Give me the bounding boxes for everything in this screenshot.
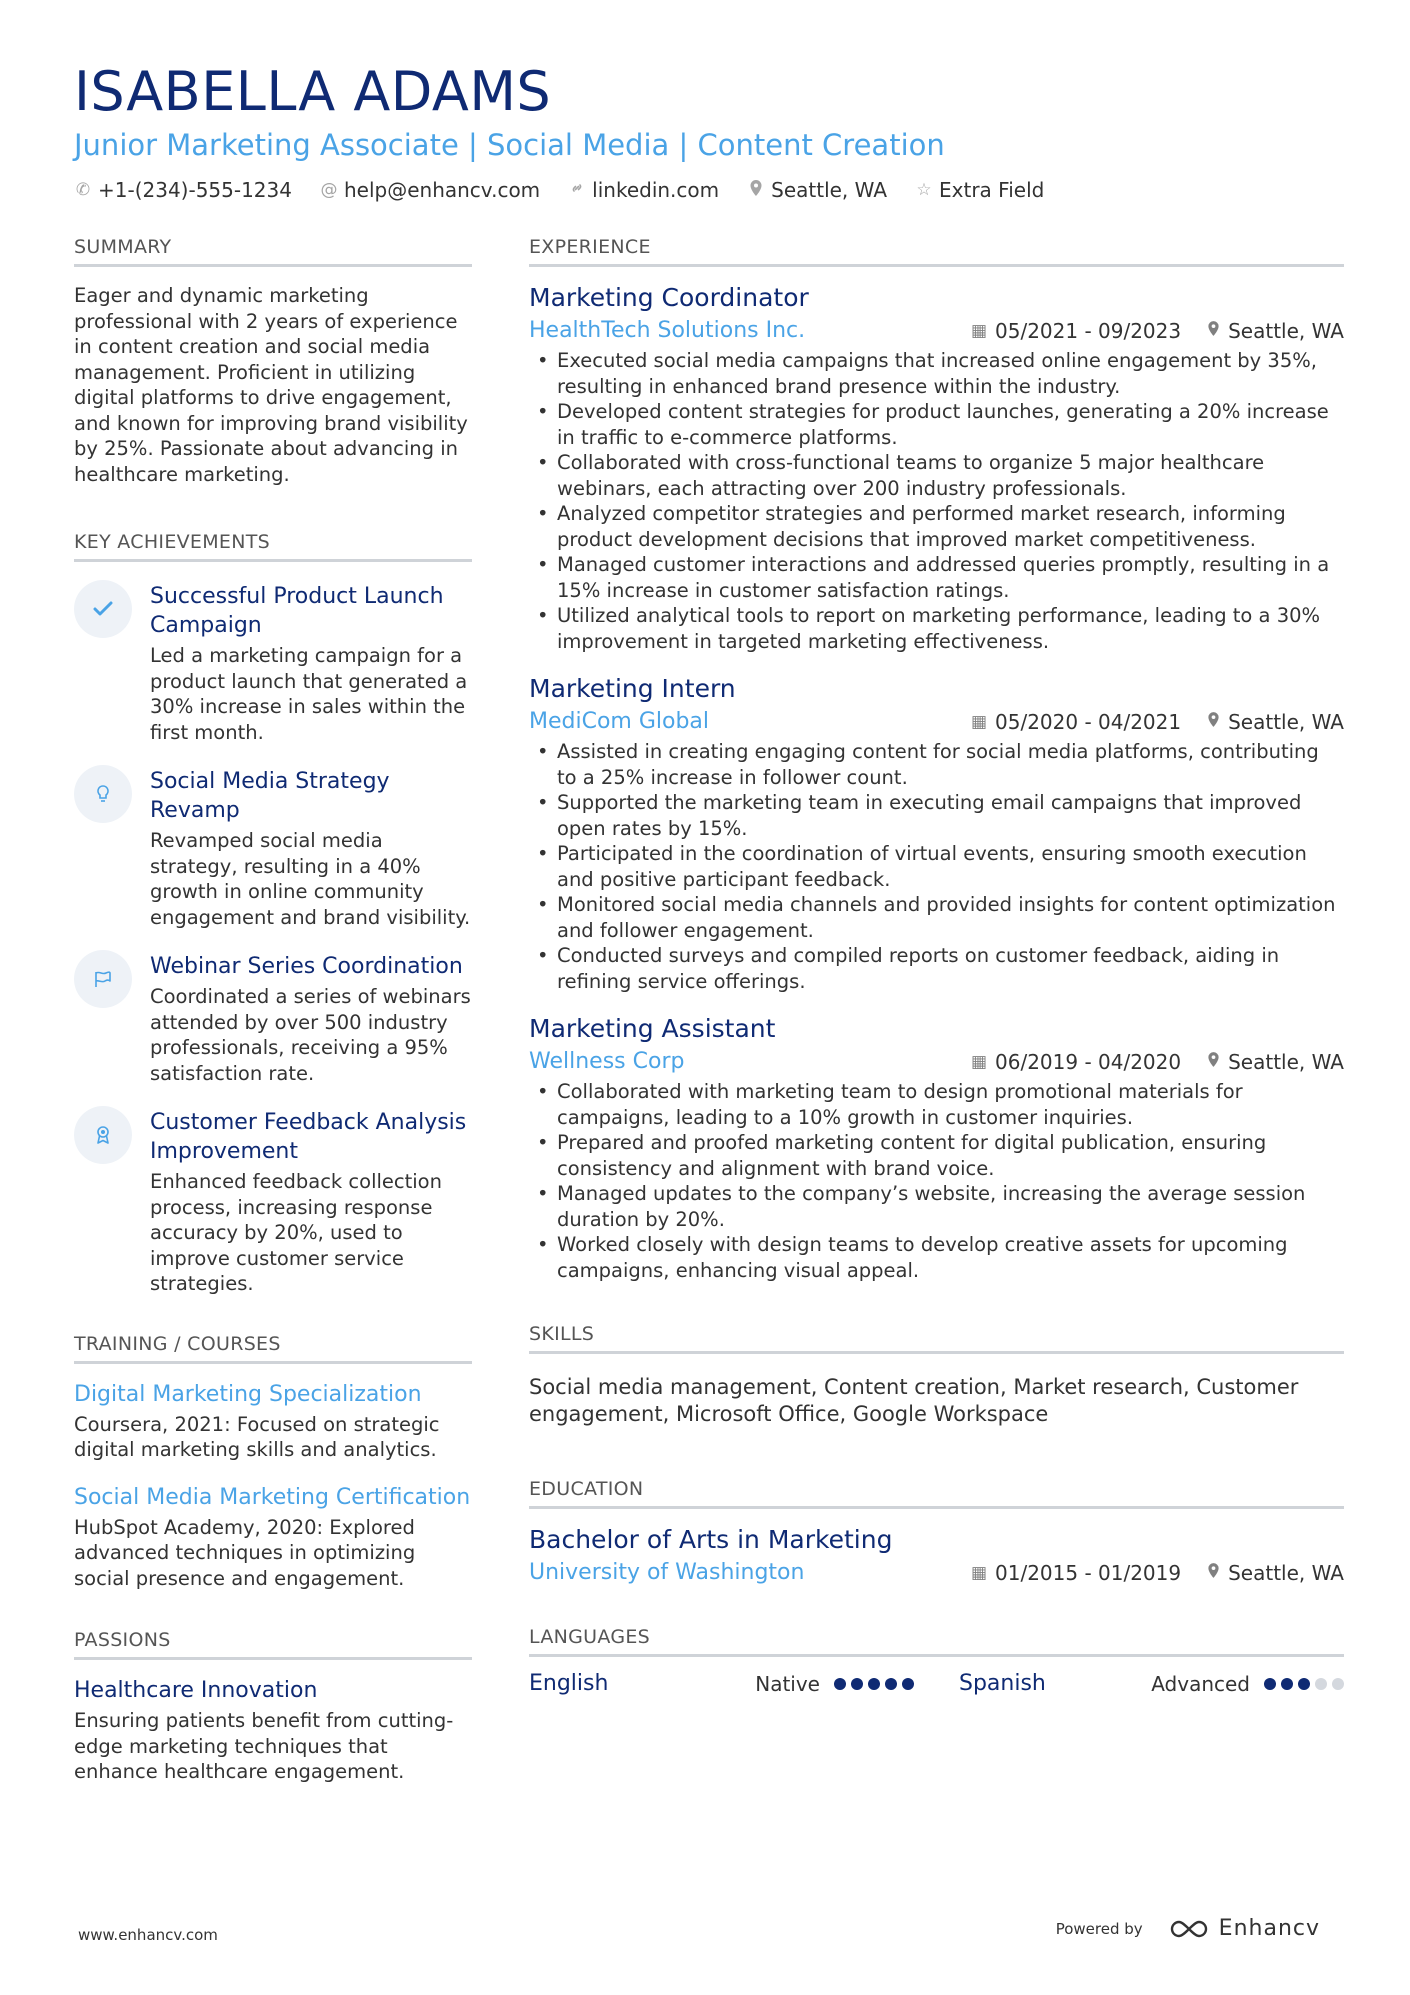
skills-text: Social media management, Content creation, Market research, Customer engagement, Microsoft Office, Google Workspace xyxy=(529,1375,1299,1426)
calendar-icon: ▦ xyxy=(970,1052,987,1072)
summary-heading: SUMMARY xyxy=(74,236,472,267)
location-icon xyxy=(1207,1562,1220,1584)
bullet-item: • Developed content strategies for product launches, generating a 20% increase in traffic to e-commerce platforms. xyxy=(529,399,1344,450)
achievement-item xyxy=(74,582,472,745)
course-desc: HubSpot Academy, 2020: Explored advanced techniques in optimizing social presence and engagement. xyxy=(74,1515,416,1590)
powered-by-label: Powered by xyxy=(1055,1919,1143,1938)
language-name: English xyxy=(529,1671,609,1696)
bullet-item: • Executed social media campaigns that increased online engagement by 35%, resulting in enhanced brand presence within the industry. xyxy=(529,348,1344,399)
job-title: Marketing Coordinator xyxy=(529,283,809,312)
passion-item xyxy=(74,1676,472,1785)
bullet-item: • Worked closely with design teams to develop creative assets for upcoming campaigns, enhancing visual appeal. xyxy=(529,1232,1344,1283)
passion-title: Healthcare Innovation xyxy=(74,1678,318,1703)
left-column xyxy=(74,236,472,1785)
calendar-icon: ▦ xyxy=(970,321,987,341)
proficiency-dot-empty xyxy=(1332,1678,1344,1690)
star-icon: ☆ xyxy=(916,180,932,200)
proficiency-dot-empty xyxy=(1315,1678,1327,1690)
proficiency-dot-filled xyxy=(1281,1678,1293,1690)
languages-heading: LANGUAGES xyxy=(529,1626,1344,1657)
job-location: Seattle, WA xyxy=(1228,319,1344,343)
job-entry xyxy=(529,281,1344,654)
achievement-desc: Revamped social media strategy, resulting in a 40% growth in online community engagement and brand visibility. xyxy=(150,829,471,929)
contact-linkedin-text: linkedin.com xyxy=(592,178,720,202)
contact-bar xyxy=(74,178,1344,202)
bullet-item: • Conducted surveys and compiled reports on customer feedback, aiding in refining service offerings. xyxy=(529,943,1344,994)
experience-heading: EXPERIENCE xyxy=(529,236,1344,267)
footer-site[interactable]: www.enhancv.com xyxy=(78,1926,218,1944)
job-entry xyxy=(529,1012,1344,1283)
location-icon xyxy=(1207,711,1220,733)
proficiency-dot-filled xyxy=(885,1678,897,1690)
language-level: Advanced xyxy=(1151,1671,1250,1696)
achievement-title: Webinar Series Coordination xyxy=(150,954,463,979)
proficiency-dot-filled xyxy=(834,1678,846,1690)
achievement-item xyxy=(74,1108,472,1297)
right-column xyxy=(529,236,1344,1696)
achievement-title: Successful Product Launch Campaign xyxy=(150,584,444,638)
language-name: Spanish xyxy=(959,1671,1046,1696)
summary-text: Eager and dynamic marketing professional with 2 years of experience in content creation and social media management. Proficient in utilizing digital platforms to drive engagement, and known for improving brand visibility by 25%. Passionate about advancing in healthcare marketing. xyxy=(74,284,468,486)
phone-icon: ✆ xyxy=(75,180,91,200)
proficiency-dot-filled xyxy=(1264,1678,1276,1690)
contact-location-text: Seattle, WA xyxy=(771,178,888,202)
bullet-item: • Participated in the coordination of virtual events, ensuring smooth execution and positive participant feedback. xyxy=(529,841,1344,892)
proficiency-dot-filled xyxy=(902,1678,914,1690)
training-heading: TRAINING / COURSES xyxy=(74,1333,472,1364)
passion-desc: Ensuring patients benefit from cutting-edge marketing techniques that enhance healthcare engagement. xyxy=(74,1709,454,1783)
course-title: Social Media Marketing Certification xyxy=(74,1484,471,1510)
achievement-item xyxy=(74,767,472,930)
company-name: Wellness Corp xyxy=(529,1049,685,1074)
contact-linkedin[interactable] xyxy=(568,178,719,202)
footer-branding xyxy=(1056,1916,1320,1941)
check-icon xyxy=(74,580,132,638)
achievement-title: Customer Feedback Analysis Improvement xyxy=(150,1110,467,1164)
achievement-desc: Led a marketing campaign for a product launch that generated a 30% increase in sales within the first month. xyxy=(150,644,468,744)
course-item xyxy=(74,1483,472,1592)
brand-name: Enhancv xyxy=(1218,1916,1320,1941)
bullet-item: • Prepared and proofed marketing content for digital publication, ensuring consistency and alignment with brand voice. xyxy=(529,1130,1344,1181)
calendar-icon: ▦ xyxy=(970,1563,987,1583)
company-name: MediCom Global xyxy=(529,709,710,734)
job-location: Seattle, WA xyxy=(1228,710,1344,734)
education-entry xyxy=(529,1523,1344,1588)
job-dates: 06/2019 - 04/2020 xyxy=(995,1050,1182,1074)
location-icon xyxy=(747,179,765,202)
lightbulb-icon xyxy=(74,765,132,823)
contact-extra xyxy=(915,178,1044,202)
achievement-title: Social Media Strategy Revamp xyxy=(150,769,390,823)
contact-location xyxy=(747,178,887,202)
contact-email-text: help@enhancv.com xyxy=(343,178,541,202)
course-title: Digital Marketing Specialization xyxy=(74,1381,422,1407)
bullet-item: • Managed updates to the company’s website, increasing the average session duration by 20%. xyxy=(529,1181,1344,1232)
contact-phone-text: +1-(234)-555-1234 xyxy=(98,178,292,202)
link-icon xyxy=(568,180,586,201)
proficiency-dot-filled xyxy=(851,1678,863,1690)
proficiency-dot-filled xyxy=(1298,1678,1310,1690)
bullet-item: • Utilized analytical tools to report on marketing performance, leading to a 30% improvement in targeted marketing effectiveness. xyxy=(529,603,1344,654)
course-item xyxy=(74,1380,472,1463)
education-dates: 01/2015 - 01/2019 xyxy=(995,1561,1182,1585)
job-bullets xyxy=(529,1079,1344,1283)
candidate-name: ISABELLA ADAMS xyxy=(74,60,552,123)
languages-list xyxy=(529,1671,1344,1696)
flag-icon xyxy=(74,950,132,1008)
school-name: University of Washington xyxy=(529,1560,805,1585)
bullet-item: • Collaborated with cross-functional teams to organize 5 major healthcare webinars, each attracting over 200 industry professionals. xyxy=(529,450,1344,501)
calendar-icon: ▦ xyxy=(970,712,987,732)
job-entry xyxy=(529,672,1344,994)
contact-phone[interactable] xyxy=(74,178,292,202)
job-title: Marketing Assistant xyxy=(529,1014,776,1043)
brand-logo[interactable] xyxy=(1167,1916,1320,1941)
infinity-logo-icon xyxy=(1167,1918,1211,1940)
achievements-heading: KEY ACHIEVEMENTS xyxy=(74,531,472,562)
company-name: HealthTech Solutions Inc. xyxy=(529,318,806,343)
bullet-item: • Analyzed competitor strategies and performed market research, informing product development decisions that improved market competitiveness. xyxy=(529,501,1344,552)
course-desc: Coursera, 2021: Focused on strategic digital marketing skills and analytics. xyxy=(74,1412,440,1461)
job-location: Seattle, WA xyxy=(1228,1050,1344,1074)
job-dates: 05/2021 - 09/2023 xyxy=(995,319,1182,343)
achievement-desc: Enhanced feedback collection process, increasing response accuracy by 20%, used to improve customer service strategies. xyxy=(150,1170,442,1295)
language-item xyxy=(959,1671,1344,1696)
language-level: Native xyxy=(755,1671,820,1696)
location-icon xyxy=(1207,1051,1220,1073)
job-title: Marketing Intern xyxy=(529,674,736,703)
location-icon xyxy=(1207,320,1220,342)
skills-heading: SKILLS xyxy=(529,1323,1344,1354)
bullet-item: • Managed customer interactions and addressed queries promptly, resulting in a 15% increase in customer satisfaction ratings. xyxy=(529,552,1344,603)
bullet-item: • Monitored social media channels and provided insights for content optimization and follower engagement. xyxy=(529,892,1344,943)
candidate-title: Junior Marketing Associate | Social Media | Content Creation xyxy=(74,128,945,162)
contact-extra-text: Extra Field xyxy=(939,178,1045,202)
education-heading: EDUCATION xyxy=(529,1478,1344,1509)
achievement-item xyxy=(74,952,472,1086)
language-item xyxy=(529,1671,914,1696)
job-bullets xyxy=(529,348,1344,654)
award-icon xyxy=(74,1106,132,1164)
bullet-item: • Collaborated with marketing team to design promotional materials for campaigns, leading to a 10% growth in customer inquiries. xyxy=(529,1079,1344,1130)
contact-email[interactable] xyxy=(320,178,540,202)
job-bullets xyxy=(529,739,1344,994)
bullet-item: • Supported the marketing team in executing email campaigns that improved open rates by 15%. xyxy=(529,790,1344,841)
proficiency-dot-filled xyxy=(868,1678,880,1690)
degree-title: Bachelor of Arts in Marketing xyxy=(529,1525,893,1554)
education-location: Seattle, WA xyxy=(1228,1561,1344,1585)
proficiency-dots xyxy=(834,1678,914,1690)
at-icon: @ xyxy=(320,180,338,200)
proficiency-dots xyxy=(1264,1678,1344,1690)
passions-heading: PASSIONS xyxy=(74,1629,472,1660)
achievement-desc: Coordinated a series of webinars attended by over 500 industry professionals, receiving a 95% satisfaction rate. xyxy=(150,985,471,1085)
job-dates: 05/2020 - 04/2021 xyxy=(995,710,1182,734)
bullet-item: • Assisted in creating engaging content for social media platforms, contributing to a 25% increase in follower count. xyxy=(529,739,1344,790)
resume-header xyxy=(74,60,1344,202)
